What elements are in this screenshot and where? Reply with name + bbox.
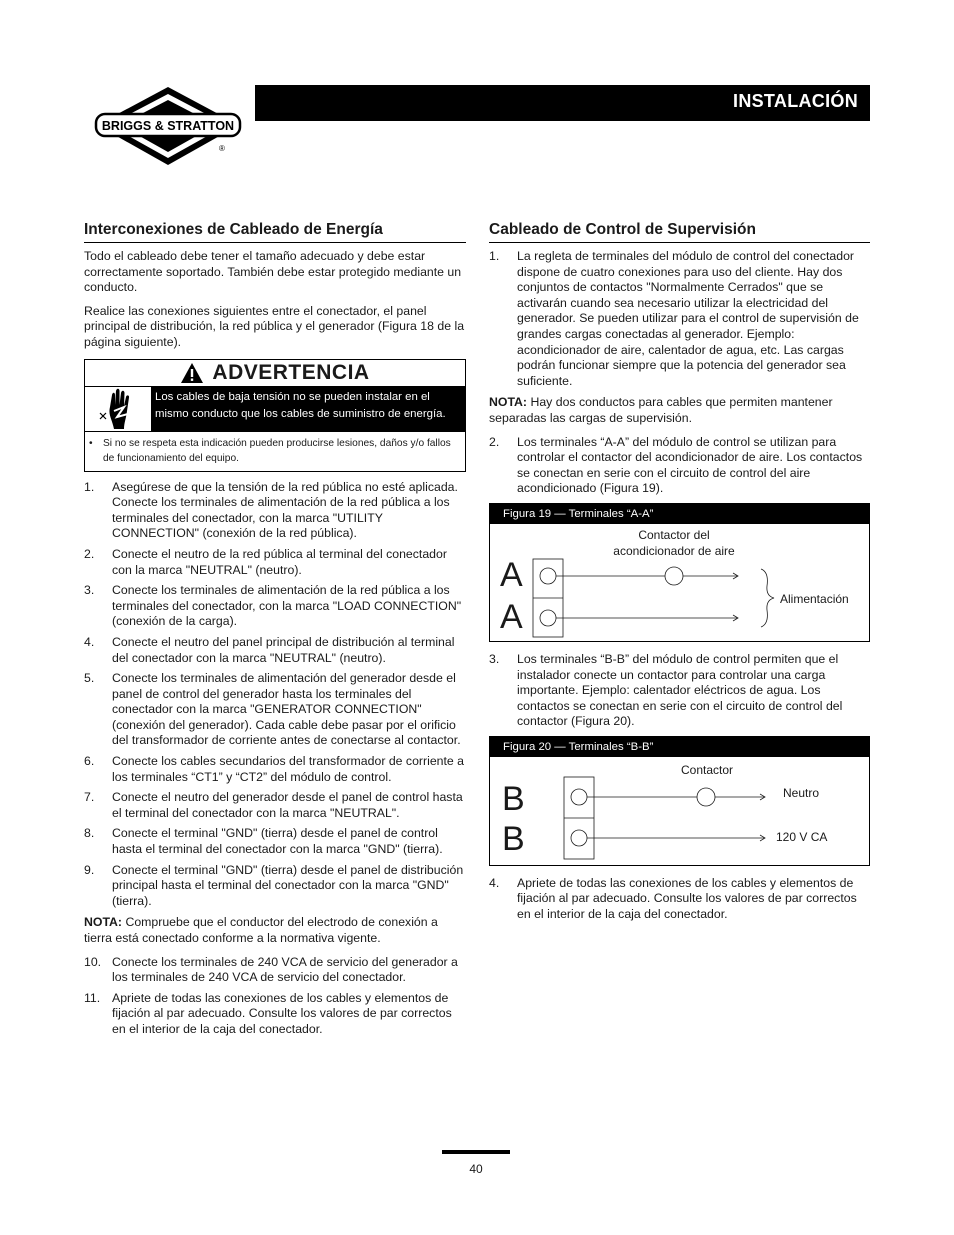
bullet: • <box>89 437 93 449</box>
list-item: 3. Conecte los terminales de alimentación de la red pública a los terminales del conectador, con la marca "LOAD CONNECTION" (conexión de la carga). <box>84 583 462 629</box>
note-text: Hay dos conductos para cables que permiten mantener separadas las cargas de supervisión. <box>489 395 833 425</box>
note-label: NOTA: <box>489 395 528 410</box>
list-item: 2. Conecte el neutro de la red pública al terminal del conectador con la marca "NEUTRAL" (neutro). <box>84 546 447 577</box>
electric-shock-icon <box>85 387 152 431</box>
list-item: 4. Conecte el neutro del panel principal de distribución al terminal del conectador con la marca "NEUTRAL" (neutro). <box>84 634 455 665</box>
list-item: 7. Conecte el neutro del generador desde el panel de control hasta el terminal del conectador con la marca "NEUTRAL". <box>84 790 463 820</box>
section-header-bar <box>255 85 870 121</box>
fig19-side-label: Alimentación <box>780 591 849 606</box>
section-title: INSTALACIÓN <box>733 91 858 111</box>
figure-19-diagram <box>490 524 869 641</box>
list-item: 4. Apriete de todas las conexiones de los cables y elementos de fijación al par adecuado. Consulte los valores de par correctos en el interior de la caja del conectador. <box>489 875 857 922</box>
fig19-letter-a2: A <box>500 597 523 636</box>
list-item: 9. Conecte el terminal "GND" (tierra) desde el panel de distribución principal hasta el terminal del conectador con la marca "GND" (tierra). <box>84 862 464 908</box>
warning-note-text: Si no se respeta esta indicación pueden producirse lesiones, daños y/o fallos de funcionamiento del equipo. <box>103 437 451 464</box>
figure-19 <box>489 503 870 642</box>
footer-rule <box>442 1150 510 1154</box>
left-steps-list <box>84 480 466 910</box>
list-item: 5. Conecte los terminales de alimentación del generador desde el panel de control del generador hasta los terminales del conectador con la marca "GENERATOR CONNECTION" (conexión del generador). Cada cable debe pasar por el orificio del transformador de corriente antes de conectarse al contactor. <box>84 671 461 748</box>
fig20-letter-b1: B <box>502 779 525 818</box>
list-item: 3. Los terminales “B-B” del módulo de control permiten que el instalador conecte un contactor para controlar una carga importante. Ejemplo: calentador eléctricos de agua. Los contactos se conectan en serie con el circuito de control del contactor (Figura 20). <box>489 651 843 729</box>
list-item: 8. Conecte el terminal "GND" (tierra) desde el panel de control hasta el terminal del conectador con la marca "GND" (tierra). <box>84 826 443 857</box>
note-text: Compruebe que el conductor del electrodo de conexión a tierra está conectado conforme a la normativa vigente. <box>84 915 438 945</box>
fig19-label-1: Contactor del <box>638 527 710 542</box>
list-item: 1. Asegúrese de que la tensión de la red pública no esté aplicada. Conecte los terminales de alimentación de la red pública a los terminales del conectador, con la marca "UTILITY CONNECTION" (conexión de la red pública). <box>84 479 458 541</box>
warning-note <box>85 432 465 471</box>
left-intro-2: Realice las conexiones siguientes entre el conectador, el panel principal de distribución, la red pública y el generador (Figura 18 de la página siguiente). <box>84 303 465 349</box>
figure-19-title: Figura 19 — Terminales “A-A” <box>490 504 869 524</box>
warning-header <box>85 360 465 387</box>
right-steps-list-3 <box>489 652 870 730</box>
right-note <box>489 395 870 426</box>
right-steps-list-2 <box>489 435 870 497</box>
fig19-label-2: acondicionador de aire <box>613 543 735 558</box>
figure-20-diagram <box>490 757 869 865</box>
brand-registered-mark: ® <box>219 144 225 153</box>
fig20-label: Contactor <box>680 762 734 777</box>
right-steps-list-4 <box>489 876 870 923</box>
warning-triangle-icon <box>180 362 204 384</box>
right-heading: Cableado de Control de Supervisión <box>489 220 870 243</box>
list-item: 1. La regleta de terminales del módulo de control del conectador dispone de cuatro conexiones para uso del cliente. Hay dos conjuntos de contactos "Normalmente Cerrados" que se activarán cuando sea necesario utilizar la electricidad del generador. Se pueden utilizar para el control de supervisión de grandes cargas conectadas al generador. Ejemplo: acondicionador de aire, calentador de agua, etc. Las cargas podrán funcionar siempre que la potencia del generador sea suficiente. <box>489 249 859 388</box>
list-item: 2. Los terminales “A-A” del módulo de control se utilizan para controlar el contactor del acondicionador de aire. Los contactos se conectan en serie con el circuito de control del aire acondicionado (Figura 19). <box>489 434 863 496</box>
list-item: 11. Apriete de todas las conexiones de los cables y elementos de fijación al par adecuado. Consulte los valores de par correctos en el interior de la caja del conectador. <box>84 990 452 1036</box>
fig20-right-label-2: 120 V CA <box>776 829 828 844</box>
right-steps-list <box>489 249 870 389</box>
figure-20-title: Figura 20 — Terminales “B-B” <box>490 737 869 757</box>
list-item: 6. Conecte los cables secundarios del transformador de corriente a los terminales “CT1” y “CT2” del módulo de control. <box>84 754 465 784</box>
fig20-right-label-1: Neutro <box>783 785 820 800</box>
fig20-letter-b2: B <box>502 819 525 858</box>
note-label: NOTA: <box>84 915 123 930</box>
brand-logo <box>93 85 243 171</box>
warning-text: Los cables de baja tensión no se pueden instalar en el mismo conducto que los cables de suministro de energía. <box>152 387 465 431</box>
left-steps-list-2 <box>84 955 466 1038</box>
right-column <box>489 220 870 929</box>
left-column <box>84 220 466 1044</box>
page-number: 40 <box>469 1162 483 1176</box>
warning-box <box>84 359 466 472</box>
left-heading: Interconexiones de Cableado de Energía <box>84 220 466 243</box>
figure-20 <box>489 736 870 866</box>
left-intro-1: Todo el cableado debe tener el tamaño adecuado y debe estar correctamente soportado. También debe estar protegido mediante un conducto. <box>84 249 462 295</box>
list-item: 10. Conecte los terminales de 240 VCA de servicio del generador a los terminales de 240 VCA de servicio del conectador. <box>84 954 458 985</box>
warning-title: ADVERTENCIA <box>212 360 370 384</box>
left-note <box>84 915 466 946</box>
fig19-letter-a1: A <box>500 555 523 594</box>
brand-name: BRIGGS & STRATTON <box>101 119 235 133</box>
